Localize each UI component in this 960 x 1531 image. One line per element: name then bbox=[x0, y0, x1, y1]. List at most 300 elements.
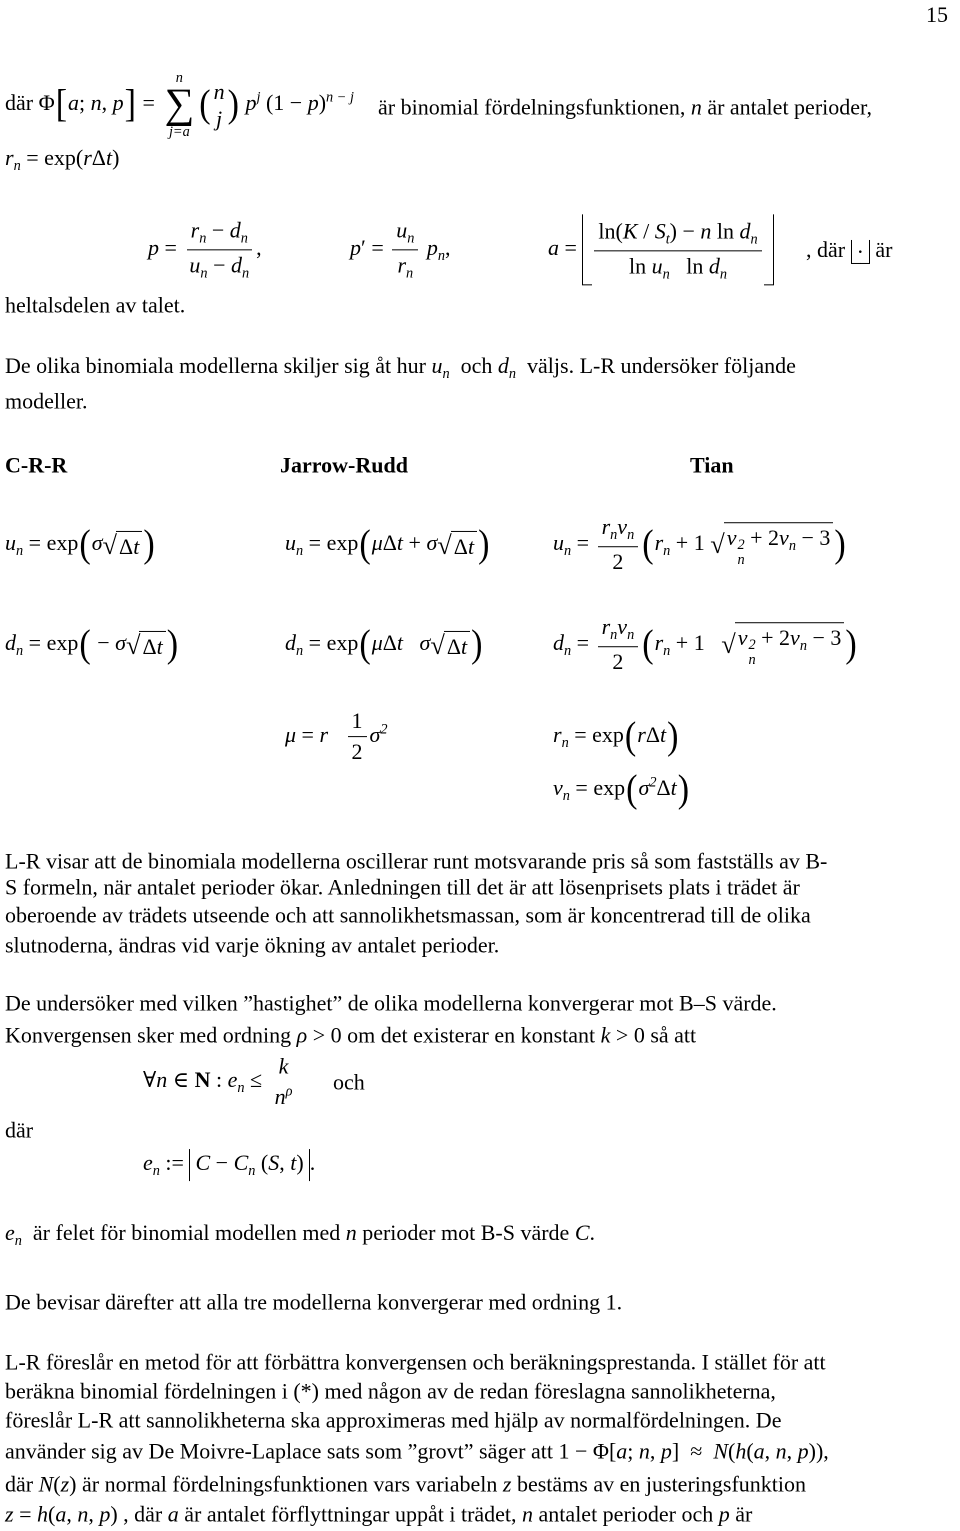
paragraph-line bbox=[5, 1470, 806, 1498]
math-variable: z bbox=[60, 1471, 70, 1497]
math-text: = exp bbox=[23, 530, 79, 556]
subscript: n bbox=[662, 266, 670, 283]
math-variable: a bbox=[616, 1438, 628, 1464]
math-variable: e bbox=[227, 1067, 238, 1093]
square-root bbox=[430, 629, 470, 662]
paragraph-line: beräkna binomial fördelningen i (*) med någon av de redan föreslagna sannolikheterna, bbox=[5, 1378, 776, 1404]
math-text: Δ bbox=[382, 530, 397, 556]
big-delimiter: ) bbox=[227, 83, 239, 126]
big-delimiter: ( bbox=[624, 715, 637, 758]
subscript: n bbox=[407, 230, 415, 247]
math-variable: u bbox=[431, 353, 443, 379]
math-variable: h bbox=[36, 1501, 48, 1527]
math-variable: p bbox=[350, 235, 361, 261]
math-text: )), bbox=[808, 1438, 829, 1464]
subscript: n bbox=[564, 643, 572, 660]
numerator bbox=[275, 1053, 293, 1081]
math-variable: ρ bbox=[296, 1022, 308, 1048]
subscript: n bbox=[737, 552, 745, 569]
subscript: n bbox=[14, 1233, 22, 1250]
subscript: n bbox=[199, 230, 207, 247]
math-text: perioder mot B-S värde bbox=[356, 1220, 575, 1246]
math-variable: σ bbox=[419, 630, 431, 656]
math-variable: n bbox=[638, 1438, 650, 1464]
error-definition bbox=[143, 1149, 315, 1181]
math-variable: n bbox=[90, 90, 102, 116]
square-root bbox=[710, 522, 833, 568]
radicand bbox=[735, 622, 845, 668]
math-text: ) bbox=[318, 90, 327, 116]
math-variable: u bbox=[396, 217, 408, 243]
math-variable: v bbox=[617, 614, 628, 640]
jarrow-rudd-d-formula bbox=[285, 623, 484, 666]
math-text: (1 − bbox=[260, 90, 308, 116]
math-text: använder sig av De Moivre-Laplace sats som ”grovt” säger att 1 − Φ[ bbox=[5, 1438, 617, 1464]
paragraph-line bbox=[5, 1021, 696, 1049]
math-variable: σ bbox=[91, 530, 103, 556]
math-text: Φ bbox=[38, 90, 55, 116]
math-text: , bbox=[445, 235, 451, 261]
math-variable: d bbox=[5, 630, 16, 656]
math-variable: t bbox=[105, 145, 113, 171]
a-formula bbox=[548, 214, 774, 285]
tian-vn-definition bbox=[553, 768, 690, 811]
math-text: ( bbox=[53, 1471, 61, 1497]
subscript: n bbox=[240, 230, 248, 247]
math-variable: t bbox=[467, 533, 475, 559]
math-variable: n bbox=[345, 1220, 357, 1246]
radicand bbox=[139, 631, 165, 659]
subscript: n bbox=[663, 543, 671, 560]
p-formula bbox=[148, 217, 262, 282]
crr-d-formula bbox=[5, 623, 179, 666]
math-text: ln( bbox=[598, 218, 623, 244]
math-text: Δ bbox=[142, 633, 157, 659]
math-text: − bbox=[206, 217, 230, 243]
math-text: ; bbox=[79, 90, 91, 116]
denominator bbox=[185, 251, 253, 283]
paragraph-line: L-R föreslår en metod för att förbättra konvergensen och beräkningsprestanda. I stället för att bbox=[5, 1349, 826, 1375]
math-variable: d bbox=[497, 353, 509, 379]
math-variable: r bbox=[553, 722, 562, 748]
fraction bbox=[271, 1053, 297, 1110]
intro-line-2: modeller. bbox=[5, 388, 88, 414]
radical-sign-icon: √ bbox=[437, 529, 452, 560]
math-variable: μ bbox=[371, 630, 383, 656]
math-text: , bbox=[279, 1150, 291, 1176]
subscript: n bbox=[508, 366, 517, 383]
superscript: j bbox=[256, 89, 261, 106]
math-variable: p bbox=[307, 90, 319, 116]
math-variable: n bbox=[775, 1438, 787, 1464]
math-text: − 3 bbox=[795, 524, 831, 550]
fraction bbox=[594, 218, 761, 283]
math-variable: C bbox=[574, 1220, 590, 1246]
big-delimiter: ) bbox=[677, 768, 690, 811]
big-delimiter: ] bbox=[124, 83, 137, 126]
math-text: , bbox=[256, 235, 262, 261]
math-variable: d bbox=[285, 630, 296, 656]
denominator bbox=[625, 252, 731, 284]
floor-bracket bbox=[851, 240, 870, 264]
big-delimiter: ( bbox=[359, 623, 371, 666]
paragraph-line: S formeln, när antalet perioder ökar. Anledningen till det är att lösenprisets plats i trädet är bbox=[5, 874, 800, 900]
math-text: ; bbox=[627, 1438, 639, 1464]
big-delimiter: ( bbox=[199, 83, 211, 126]
math-text: ∀ bbox=[143, 1067, 157, 1093]
superscript: 2 bbox=[748, 637, 756, 654]
math-text: Δ bbox=[453, 533, 468, 559]
math-text: , där bbox=[806, 236, 851, 262]
math-text: := bbox=[159, 1150, 190, 1176]
math-variable: p bbox=[148, 235, 159, 261]
math-variable: u bbox=[553, 530, 564, 556]
math-variable: K bbox=[622, 218, 638, 244]
math-text: Konvergensen sker med ordning bbox=[5, 1022, 297, 1048]
floor-note-continuation: heltalsdelen av talet. bbox=[5, 292, 186, 318]
math-text: är felet för binomial modellen med bbox=[21, 1220, 346, 1246]
tian-rn-definition bbox=[553, 715, 679, 758]
math-variable: e bbox=[143, 1150, 153, 1176]
math-text: ln bbox=[669, 253, 709, 279]
numerator bbox=[348, 708, 367, 737]
big-delimiter: ) bbox=[471, 623, 483, 666]
square-root bbox=[721, 622, 844, 668]
math-text: och bbox=[449, 353, 498, 379]
subscript: n bbox=[788, 537, 796, 554]
subscript: n bbox=[799, 637, 807, 654]
math-text: = bbox=[137, 90, 161, 116]
math-variable: t bbox=[670, 775, 677, 801]
p-prime-formula bbox=[350, 217, 451, 282]
sub-superscript bbox=[737, 538, 744, 568]
math-text: 2 bbox=[351, 739, 363, 765]
summation-upper-limit: n bbox=[175, 69, 183, 86]
math-text: + bbox=[403, 530, 427, 556]
math-text: ] ≈ bbox=[671, 1438, 714, 1464]
math-variable: n bbox=[77, 1501, 89, 1527]
math-variable: n bbox=[700, 218, 712, 244]
subscript: n bbox=[406, 265, 414, 282]
header-crr: C-R-R bbox=[5, 452, 68, 478]
subscript: n bbox=[152, 1163, 160, 1180]
header-tian: Tian bbox=[690, 452, 734, 478]
math-text: − bbox=[207, 252, 231, 278]
summation-lower-limit: j=a bbox=[168, 123, 190, 140]
math-text bbox=[328, 722, 345, 747]
math-variable: t bbox=[396, 530, 404, 556]
radicand bbox=[444, 631, 470, 659]
math-variable: a bbox=[753, 1438, 765, 1464]
math-text: + 1 bbox=[670, 630, 722, 656]
math-variable: v bbox=[737, 624, 748, 650]
math-variable: k bbox=[600, 1022, 611, 1048]
numerator bbox=[598, 514, 639, 547]
math-text: ≤ bbox=[244, 1067, 268, 1093]
math-variable: C bbox=[195, 1150, 211, 1176]
binomial-stack bbox=[214, 77, 225, 132]
math-variable: a bbox=[167, 1501, 179, 1527]
math-text: Δ bbox=[119, 533, 134, 559]
binomial-top: n bbox=[213, 78, 225, 104]
math-text: = bbox=[571, 530, 595, 556]
math-text: > 0 så att bbox=[610, 1022, 697, 1048]
math-text: , bbox=[649, 1438, 661, 1464]
math-variable: u bbox=[5, 530, 16, 556]
big-delimiter: ) bbox=[834, 523, 846, 566]
mu-definition bbox=[285, 708, 388, 766]
subscript: n bbox=[719, 266, 728, 283]
math-variable: k bbox=[278, 1053, 289, 1079]
math-variable: μ bbox=[285, 722, 297, 748]
math-variable: r bbox=[601, 614, 611, 640]
math-variable: r bbox=[319, 722, 329, 748]
math-variable: p bbox=[660, 1438, 672, 1464]
math-variable: r bbox=[83, 145, 92, 171]
subscript: n bbox=[442, 366, 450, 383]
math-variable: v bbox=[617, 514, 628, 540]
math-variable: p bbox=[245, 90, 257, 116]
subscript: n bbox=[627, 627, 635, 644]
math-variable: r bbox=[654, 530, 664, 556]
subscript: n bbox=[242, 265, 250, 282]
fraction bbox=[598, 514, 639, 576]
summation bbox=[164, 71, 194, 139]
math-variable: n bbox=[156, 1067, 168, 1093]
math-text: ln bbox=[629, 253, 652, 279]
math-text: = exp bbox=[23, 630, 79, 656]
and-word: och bbox=[333, 1069, 365, 1095]
math-variable: n bbox=[274, 1084, 286, 1110]
binomial-bottom: j bbox=[216, 105, 223, 131]
math-text: är binomial fördelningsfunktionen, bbox=[378, 94, 691, 120]
math-text: · bbox=[856, 238, 864, 264]
math-text: ln bbox=[711, 218, 740, 244]
math-variable: n bbox=[522, 1501, 534, 1527]
math-text: Δ bbox=[645, 722, 660, 748]
math-variable: p bbox=[112, 90, 124, 116]
math-text: Δ bbox=[656, 775, 671, 801]
where-word: där bbox=[5, 1117, 34, 1143]
math-variable: d bbox=[739, 218, 751, 244]
math-text: Δ bbox=[446, 633, 462, 659]
subscript: n bbox=[437, 248, 446, 265]
proof-sentence: De bevisar därefter att alla tre modellerna konvergerar med ordning 1. bbox=[5, 1289, 623, 1315]
math-variable: n bbox=[690, 94, 702, 120]
math-text: är antalet förflyttningar uppåt i trädet, bbox=[178, 1501, 523, 1527]
math-variable: t bbox=[461, 633, 468, 659]
math-text: 1 bbox=[351, 708, 363, 734]
math-text: bestäms av en justeringsfunktion bbox=[511, 1471, 806, 1497]
subscript: n bbox=[610, 627, 618, 644]
math-variable: p bbox=[426, 235, 438, 261]
subscript: n bbox=[748, 652, 756, 669]
math-variable: r bbox=[190, 217, 200, 243]
subscript: n bbox=[750, 231, 758, 248]
math-variable: σ bbox=[638, 775, 650, 801]
math-text: är bbox=[869, 236, 893, 262]
superscript: n − j bbox=[326, 89, 354, 106]
subscript: n bbox=[248, 1163, 256, 1180]
math-text: ) bbox=[112, 145, 120, 171]
subscript: n bbox=[296, 643, 304, 660]
subscript: t bbox=[665, 231, 670, 248]
math-text: ) , där bbox=[110, 1501, 168, 1527]
math-variable: μ bbox=[371, 530, 383, 556]
subscript: n bbox=[13, 158, 21, 175]
denominator bbox=[348, 738, 367, 766]
math-variable: σ bbox=[426, 530, 438, 556]
subscript: n bbox=[562, 788, 570, 805]
math-variable: p bbox=[797, 1438, 809, 1464]
math-text: De olika binomiala modellerna skiljer sig åt hur bbox=[5, 353, 432, 379]
math-text: ) bbox=[296, 1150, 304, 1176]
radical-sign-icon: √ bbox=[710, 529, 725, 560]
math-text: 2 bbox=[612, 549, 624, 575]
square-root bbox=[103, 529, 143, 562]
math-text: / bbox=[637, 218, 655, 244]
math-variable: r bbox=[637, 722, 646, 748]
math-text: = bbox=[559, 235, 583, 261]
big-delimiter: ( bbox=[626, 768, 638, 811]
square-root bbox=[126, 629, 166, 662]
numerator bbox=[187, 217, 252, 250]
binomial-distribution-text bbox=[378, 93, 872, 121]
big-delimiter: ( bbox=[79, 623, 91, 666]
absolute-value bbox=[189, 1149, 309, 1181]
math-variable: N bbox=[38, 1471, 54, 1497]
big-delimiter: ( bbox=[642, 523, 654, 566]
big-delimiter: [ bbox=[55, 83, 68, 126]
superscript: 2 bbox=[380, 721, 388, 738]
math-text: − bbox=[210, 1150, 234, 1176]
math-text: , bbox=[88, 1501, 100, 1527]
math-text: + 1 bbox=[670, 530, 711, 556]
math-variable: t bbox=[290, 1150, 297, 1176]
math-text: . bbox=[589, 1220, 595, 1246]
big-delimiter: ) bbox=[143, 523, 155, 566]
math-variable: d bbox=[553, 630, 564, 656]
math-variable: t bbox=[396, 630, 404, 656]
math-text: ) − bbox=[669, 218, 701, 244]
rn-definition bbox=[5, 144, 119, 176]
math-variable: r bbox=[397, 252, 407, 278]
math-variable: a bbox=[548, 235, 559, 261]
subscript: n bbox=[296, 543, 304, 560]
tian-u-formula bbox=[553, 514, 847, 576]
binomial-coefficient bbox=[198, 77, 240, 132]
math-set-symbol: N bbox=[194, 1067, 211, 1093]
math-text: . bbox=[309, 1150, 316, 1176]
math-text: = exp bbox=[568, 722, 624, 748]
math-text: antalet perioder och bbox=[533, 1501, 719, 1527]
subscript: n bbox=[663, 643, 671, 660]
math-text: = bbox=[571, 630, 595, 656]
math-variable: u bbox=[285, 530, 296, 556]
floor-bracket bbox=[582, 214, 773, 285]
math-text: där bbox=[5, 90, 39, 116]
math-text: , bbox=[101, 90, 113, 116]
error-sentence bbox=[5, 1219, 595, 1251]
superscript: ρ bbox=[285, 1083, 293, 1100]
tian-d-formula bbox=[553, 614, 858, 676]
paragraph-line: L-R visar att de binomiala modellerna oscillerar runt motsvarande pris så som fastställs av B- bbox=[5, 848, 828, 874]
math-text: , bbox=[786, 1438, 798, 1464]
math-text: är antalet perioder, bbox=[701, 94, 872, 120]
math-variable: r bbox=[601, 514, 611, 540]
header-jarrow-rudd: Jarrow-Rudd bbox=[280, 452, 408, 478]
math-text: , bbox=[764, 1438, 776, 1464]
big-delimiter: ( bbox=[79, 523, 91, 566]
page-number: 15 bbox=[926, 2, 948, 27]
math-text: − bbox=[91, 630, 116, 656]
math-text: : bbox=[210, 1067, 228, 1093]
fraction bbox=[348, 708, 367, 766]
radicand bbox=[724, 522, 834, 568]
math-variable: N bbox=[713, 1438, 728, 1464]
math-text: = exp bbox=[303, 530, 359, 556]
subscript: n bbox=[237, 1080, 245, 1097]
math-variable: p bbox=[718, 1501, 730, 1527]
denominator bbox=[608, 547, 627, 575]
math-variable: S bbox=[268, 1150, 280, 1176]
paragraph-line: De undersöker med vilken ”hastighet” de olika modellerna konvergerar mot B–S värde. bbox=[5, 990, 777, 1016]
floor-note bbox=[806, 236, 893, 264]
radicand bbox=[451, 531, 477, 559]
denominator bbox=[271, 1082, 297, 1111]
math-variable: u bbox=[651, 253, 663, 279]
math-text: = exp bbox=[569, 775, 626, 801]
big-delimiter: ( bbox=[642, 623, 654, 666]
paragraph-line: föreslår L-R att sannolikheterna ska approximeras med hjälp av normalfördelningen. De bbox=[5, 1407, 782, 1433]
math-text bbox=[403, 630, 420, 655]
crr-u-formula bbox=[5, 523, 156, 566]
math-text: , bbox=[66, 1501, 78, 1527]
math-variable: r bbox=[5, 145, 14, 171]
math-variable: v bbox=[790, 624, 800, 650]
fraction bbox=[598, 614, 639, 676]
math-variable: h bbox=[735, 1438, 747, 1464]
radical-sign-icon: √ bbox=[125, 629, 141, 660]
subscript: n bbox=[16, 643, 24, 660]
math-variable: v bbox=[726, 524, 737, 550]
subscript: n bbox=[561, 735, 569, 752]
square-root bbox=[437, 529, 477, 562]
big-delimiter: ) bbox=[166, 623, 179, 666]
radicand bbox=[116, 531, 142, 559]
math-variable: S bbox=[654, 218, 666, 244]
math-text: = exp bbox=[303, 630, 359, 656]
jarrow-rudd-u-formula bbox=[285, 523, 490, 566]
math-text: + 2 bbox=[755, 624, 791, 650]
denominator bbox=[393, 251, 417, 283]
math-variable: e bbox=[5, 1220, 15, 1246]
math-text: = bbox=[296, 722, 320, 748]
math-text: ∈ bbox=[167, 1067, 195, 1093]
paragraph-line: oberoende av trädets utseende och att sannolikhetsmassan, som är koncentrerad till de olika bbox=[5, 902, 811, 928]
sub-superscript bbox=[748, 638, 755, 668]
paragraph-line: slutnoderna, ändras vid varje ökning av antalet perioder. bbox=[5, 932, 500, 958]
math-variable: z bbox=[502, 1471, 512, 1497]
math-variable: r bbox=[654, 630, 664, 656]
math-variable: z bbox=[5, 1501, 14, 1527]
math-variable: a bbox=[68, 90, 80, 116]
subscript: n bbox=[627, 527, 635, 544]
paragraph-line bbox=[5, 1437, 829, 1465]
numerator bbox=[392, 217, 418, 250]
convergence-inequality bbox=[143, 1053, 299, 1110]
math-text: + 2 bbox=[744, 524, 780, 550]
